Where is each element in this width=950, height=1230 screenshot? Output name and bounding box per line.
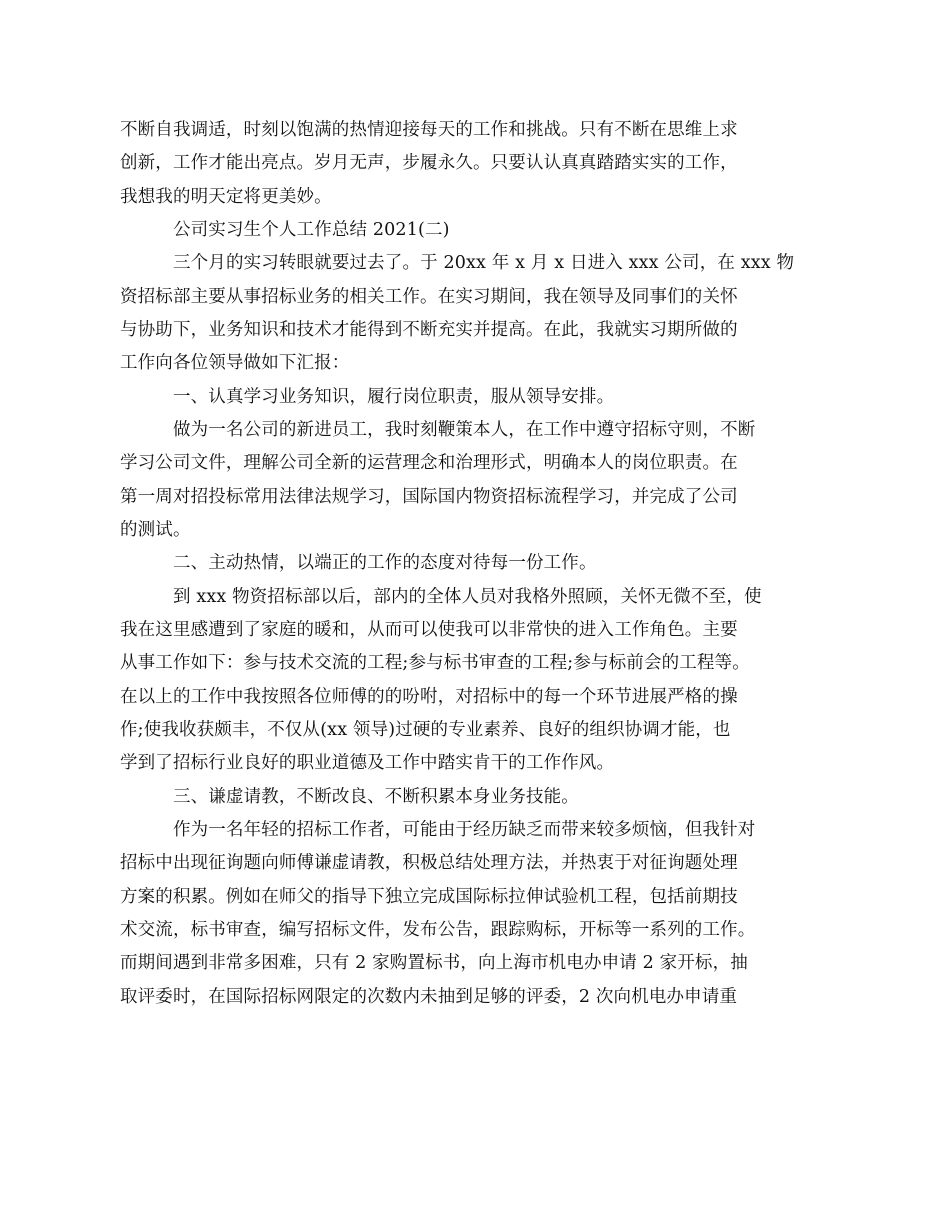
text-line: 取评委时，在国际招标网限定的次数内未抽到足够的评委，2 次向机电办申请重: [120, 986, 738, 1007]
section-heading: 一、认真学习业务知识，履行岗位职责，服从领导安排。: [173, 386, 615, 407]
section-heading: 三、谦虚请教，不断改良、不断积累本身业务技能。: [173, 786, 579, 807]
text-line: 不断自我调适，时刻以饱满的热情迎接每天的工作和挑战。只有不断在思维上求: [120, 120, 738, 140]
text-line: 工作向各位领导做如下汇报：: [120, 353, 350, 374]
text-line: 我想我的明天定将更美妙。: [120, 186, 332, 207]
text-line: 从事工作如下：参与技术交流的工程;参与标书审查的工程;参与标前会的工程等。: [120, 653, 750, 674]
text-line: 而期间遇到非常多困难，只有 2 家购置标书，向上海市机电办申请 2 家开标，抽: [120, 953, 748, 974]
text-line: 与协助下，业务知识和技术才能得到不断充实并提高。在此，我就实习期所做的: [120, 319, 738, 340]
text-line: 的测试。: [120, 519, 191, 540]
text-line: 在以上的工作中我按照各位师傅的的吩咐，对招标中的每一个环节进展严格的操: [120, 686, 738, 707]
text-line: 方案的积累。例如在师父的指导下独立完成国际标拉伸试验机工程，包括前期技: [120, 886, 738, 907]
paragraph-start: 做为一名公司的新进员工，我时刻鞭策本人，在工作中遵守招标守则，不断: [173, 419, 756, 440]
text-line: 资招标部主要从事招标业务的相关工作。在实习期间，我在领导及同事们的关怀: [120, 286, 738, 307]
text-line: 学习公司文件，理解公司全新的运营理念和治理形式，明确本人的岗位职责。在: [120, 453, 738, 474]
document-body: [120, 114, 820, 1014]
text-line: 学到了招标行业良好的职业道德及工作中踏实肯干的工作作风。: [120, 753, 615, 774]
text-line: 作;使我收获颇丰，不仅从(xx 领导)过硬的专业素养、良好的组织协调才能，也: [120, 719, 731, 740]
text-line: 第一周对招投标常用法律法规学习，国际国内物资招标流程学习，并完成了公司: [120, 486, 738, 507]
text-line: 我在这里感遭到了家庭的暖和，从而可以使我可以非常快的进入工作角色。主要: [120, 619, 738, 640]
paragraph-start: 作为一名年轻的招标工作者，可能由于经历缺乏而带来较多烦恼，但我针对: [173, 819, 756, 840]
section-heading: 二、主动热情，以端正的工作的态度对待每一份工作。: [173, 553, 597, 574]
paragraph-start: 到 xxx 物资招标部以后，部内的全体人员对我格外照顾，关怀无微不至，使: [173, 586, 762, 607]
text-line: 术交流，标书审查，编写招标文件，发布公告，跟踪购标，开标等一系列的工作。: [120, 919, 756, 940]
text-line: 创新，工作才能出亮点。岁月无声，步履永久。只要认认真真踏踏实实的工作，: [120, 153, 738, 174]
text-line: 招标中出现征询题向师傅谦虚请教，积极总结处理方法，并热衷于对征询题处理: [120, 853, 738, 874]
section-title: 公司实习生个人工作总结 2021(二): [173, 219, 450, 240]
paragraph-start: 三个月的实习转眼就要过去了。于 20xx 年 x 月 x 日进入 xxx 公司，在 xxx 物: [173, 253, 795, 274]
